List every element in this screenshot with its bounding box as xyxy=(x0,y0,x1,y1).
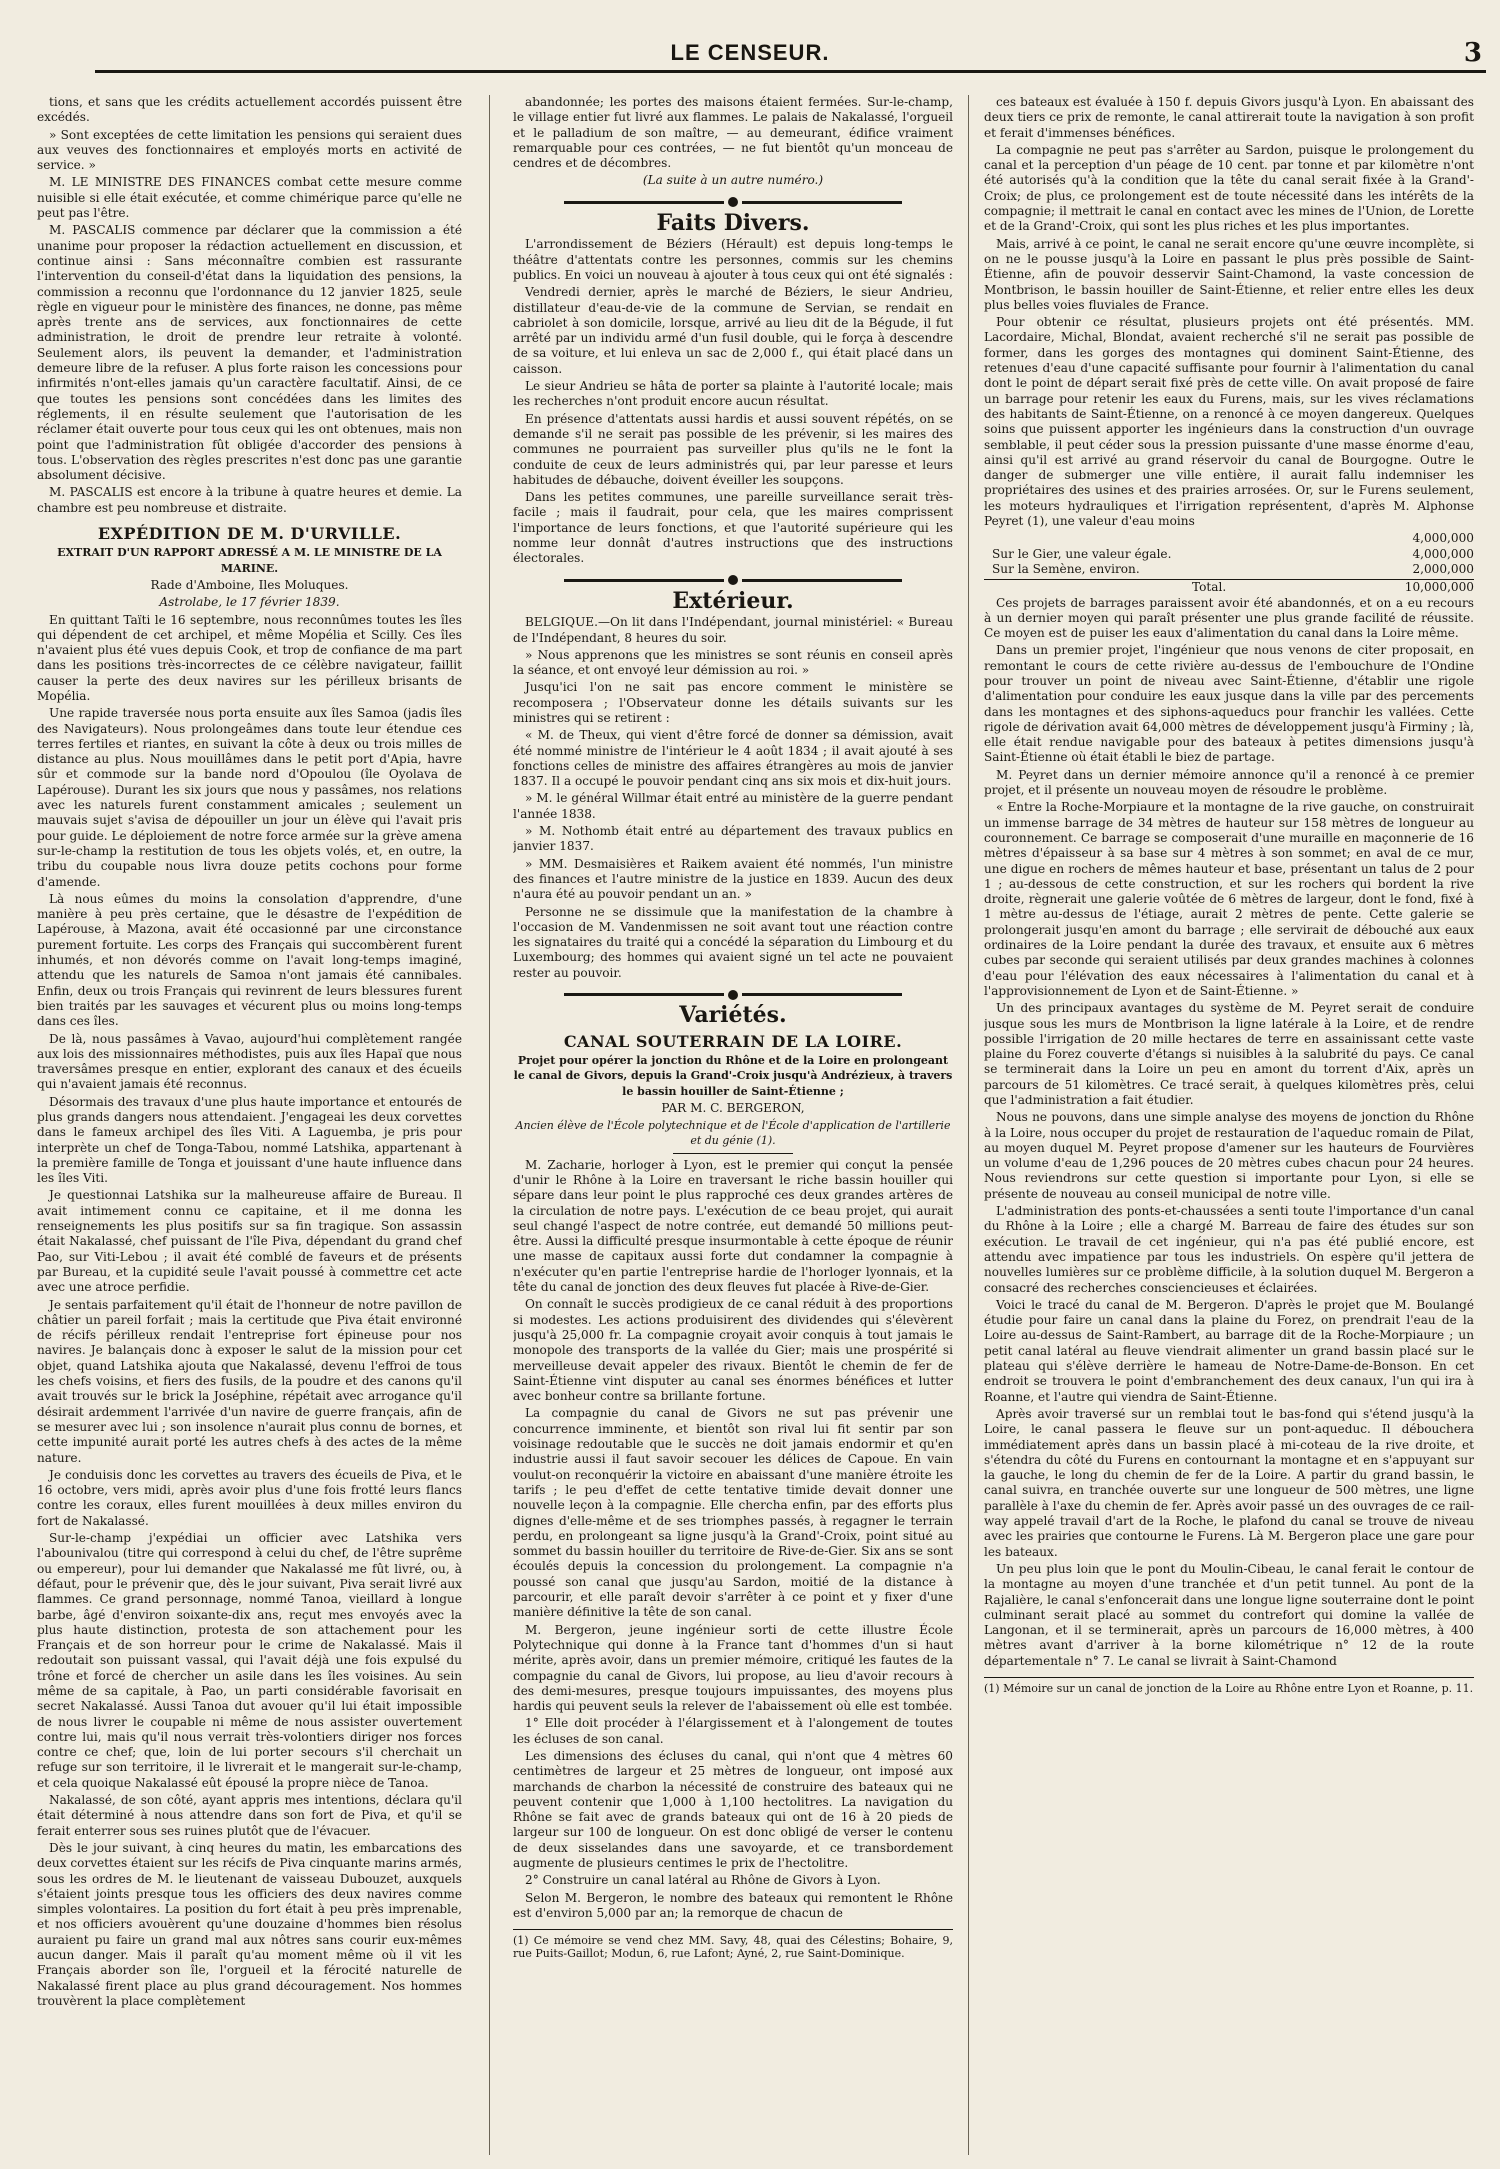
paragraph: M. PASCALIS commence par déclarer que la commission a été unanime pour proposer la rédaction actuellement en discussion, et continue ainsi : Sans méconnaître combien est rassurante l'intervention du conseil-d'état dans la liquidation des pensions, la commission a reconnu que l'ordonnance du 12 janvier 1825, seule règle en vigueur pour le ministère des finances, ne donne, pas même après trente ans de services, aux fonctionnaires de cette administration, le droit de prendre leur retraite à volonté. Seulement alors, ils peuvent la demander, et l'administration demeure libre de la refuser. A plus forte raison les concessions pour infirmités n'ont-elles jamais qu'un caractère facultatif. Ainsi, de ce que toutes les pensions sont concédées dans les limites des réglements, il en résulte seulement que l'autorisation de les réclamer était ouverte pour tous ceux qui les ont obtenues, mais non point que l'administration fût obligée d'accorder des pensions à tous. L'observation des règles prescrites n'est donc pas une garantie absolument décisive. xyxy=(37,223,462,483)
masthead xyxy=(0,0,1500,70)
rubric-exterieur: Extérieur. xyxy=(672,587,794,614)
paragraph: abandonnée; les portes des maisons étaient fermées. Sur-le-champ, le village entier fut livré aux flammes. Le palais de Nakalassé, l'orgueil et le palladium de son maître, — au demeurant, édifice vraiment remarquable pour ces contrées, — ne fut bientôt qu'un monceau de cendres et de décombres. xyxy=(513,95,953,171)
paragraph: « M. de Theux, qui vient d'être forcé de donner sa démission, avait été nommé ministre de l'intérieur le 4 août 1834 ; il avait ajouté à ses fonctions celles de ministre des affaires étrangères au mois de janvier 1837. Il a occupé le pouvoir pendant cinq ans six mois et dix-huit jours. xyxy=(513,728,953,789)
ornamental-rule xyxy=(513,573,953,588)
dateline-date: Astrolabe, le 17 février 1839. xyxy=(159,595,340,610)
canal-subtitle: Projet pour opérer la jonction du Rhône et de la Loire en prolongeant le canal de Givors, depuis la Grand'-Croix jusqu'à Andrézieux, à travers le bassin houiller de Saint-Étienne ; xyxy=(513,1053,953,1098)
canal-author-note: Ancien élève de l'École polytechnique et de l'École d'application de l'artillerie et du génie (1). xyxy=(515,1119,951,1148)
canal-article xyxy=(513,1158,953,1922)
paragraph: Mais, arrivé à ce point, le canal ne serait encore qu'une œuvre incomplète, si on ne le pousse jusqu'à la Loire en passant le plus près possible de Saint-Étienne, afin de pouvoir desservir Saint-Chamond, la vaste concession de Montbrison, le bassin houiller de Saint-Étienne, et relier entre elles les deux plus belles voies fluviales de France. xyxy=(984,236,1474,312)
paragraph: « Entre la Roche-Morpiaure et la montagne de la rive gauche, on construirait un immense barrage de 34 mètres de hauteur sur 158 mètres de longueur au couronnement. Ce barrage se composerait d'une muraille en maçonnerie de 16 mètres d'épaisseur à sa base sur 4 mètres à son sommet; en aval de ce mur, une digue en rochers de mêmes hauteur et base, présentant un talus de 2 pour 1 ; au-dessous de cette construction, et sur les rochers qui bordent la rive droite, règnerait une galerie voûtée de 6 mètres de largeur, dont le fond, fixé à 1 mètre au-dessus de l'étiage, aurait 2 mètres de pente. Cette galerie se prolongerait jusqu'en amont du barrage ; elle servirait de débouché aux eaux ordinaires de la Loire pendant la durée des travaux, et ensuite aux 6 mètres cubes par seconde qui seraient utilisés par deux grandes machines à colonnes d'eau pour l'élévation des eaux nécessaires à l'alimentation du canal et à l'approvisionnement de Lyon et de Saint-Étienne. » xyxy=(984,800,1474,998)
paragraph: Je questionnai Latshika sur la malheureuse affaire de Bureau. Il avait intimement connu ce capitaine, et il me donna les renseignements les plus positifs sur sa fin tragique. Son assassin était Nakalassé, chef puissant de l'île Piva, dépendant du grand chef Pao, sur Viti-Lebou ; il avait été comblé de faveurs et de présents par Bureau, et la cupidité seule l'avait poussé à commettre cet acte avec une atroce perfidie. xyxy=(37,1188,462,1295)
divider xyxy=(673,1153,793,1154)
paragraph: M. Peyret dans un dernier mémoire annonce qu'il a renoncé à ce premier projet, et il présente un nouveau moyen de résoudre le problème. xyxy=(984,767,1474,798)
paragraph: Selon M. Bergeron, le nombre des bateaux qui remontent le Rhône est d'environ 5,000 par an; la remorque de chacun de xyxy=(513,1890,953,1920)
masthead-rule xyxy=(95,70,1486,73)
column-1 xyxy=(37,95,462,2155)
values-amount: 4,000,000 xyxy=(1412,531,1474,546)
values-label: Sur le Gier, une valeur égale. xyxy=(992,546,1172,561)
values-row xyxy=(984,562,1474,577)
column-2 xyxy=(513,95,953,2155)
paragraph: » Sont exceptées de cette limitation les pensions qui seraient dues aux veuves des fonctionnaires et employés morts en activité de service. » xyxy=(37,127,462,173)
paragraph: Là nous eûmes du moins la consolation d'apprendre, d'une manière à peu près certaine, que le désastre de l'expédition de Lapérouse, à Mazona, avait été occasionné par une circonstance purement fortuite. Les corps des Français qui succombèrent furent inhumés, et non dévorés comme on l'avait long-temps imaginé, attendu que les naturels de Samoa n'ont jamais été cannibales. Enfin, deux ou trois Français qui revinrent de leurs blessures furent bien traités par les sauvages et vécurent plus ou moins long-temps dans ces îles. xyxy=(37,891,462,1029)
paragraph: L'administration des ponts-et-chaussées a senti toute l'importance d'un canal du Rhône à la Loire ; elle a chargé M. Barreau de faire des études sur son exécution. Le travail de cet ingénieur, qui n'a pas été publié encore, est attendu avec impatience par tous les industriels. On espère qu'il jettera de nouvelles lumières sur ce problème difficile, à la solution duquel M. Bergeron a consacré des recherches consciencieuses et éclairées. xyxy=(984,1204,1474,1295)
exterieur-article xyxy=(513,615,953,981)
urville-continuation xyxy=(513,95,953,171)
rubric-faits-divers: Faits Divers. xyxy=(656,210,810,237)
paragraph: Je sentais parfaitement qu'il était de l'honneur de notre pavillon de châtier un pareil forfait ; mais la certitude que Piva était environné de récifs périlleux rendait l'entreprise fort épineuse pour nos navires. Je balançais donc à exposer le salut de la mission pour cet objet, quand Latshika ajouta que Nakalassé, devenu l'effroi de tous les chefs voisins, et fiers des fusils, de la poudre et des canons qu'il avait trouvés sur le brick la Joséphine, répétait avec arrogance qu'il désirait ardemment l'arrivée d'un navire de guerre français, afin de se mesurer avec lui ; son insolence n'aurait plus connu de bornes, et cette impunité aurait porté les autres chefs à des actes de la même nature. xyxy=(37,1297,462,1465)
column-separator xyxy=(489,95,490,2155)
values-row xyxy=(984,531,1474,546)
suite-note: (La suite à un autre numéro.) xyxy=(642,173,824,188)
paragraph: Dès le jour suivant, à cinq heures du matin, les embarcations des deux corvettes étaient sur les récifs de Piva cinquante marins armés, sous les ordres de M. le lieutenant de vaisseau Dubouzet, auxquels s'étaient joints presque tous les officiers des deux navires comme simples volontaires. La position du fort était à peu près imprenable, et nos officiers avouèrent qu'une douzaine d'hommes bien résolus auraient pu faire un grand mal aux nôtres sans courir eux-mêmes aucun danger. Mais il paraît qu'au moment même où il vit les Français aborder son île, l'orgueil et la férocité naturelle de Nakalassé firent place au plus grand découragement. Nos hommes trouvèrent la place complètement xyxy=(37,1840,462,2008)
canal-title: CANAL SOUTERRAIN DE LA LOIRE. xyxy=(563,1031,903,1051)
values-amount: 2,000,000 xyxy=(1412,561,1474,576)
paragraph: On connaît le succès prodigieux de ce canal réduit à des proportions si modestes. Les actions produisirent des dividendes qui s'élevèrent jusqu'à 25,000 fr. La compagnie croyait avoir conquis à tout jamais le monopole des transports de la vallée du Gier; mais une prospérité si merveilleuse devait appeler des rivaux. Bientôt le chemin de fer de Saint-Étienne vint disputer au canal ses énormes bénéfices et lutter avec bonheur contre sa brillante fortune. xyxy=(513,1297,953,1404)
footnote: (1) Ce mémoire se vend chez MM. Savy, 48, quai des Célestins; Bohaire, 9, rue Puits-Gaillot; Modun, 6, rue Lafont; Ayné, 2, rue Saint-Dominique. xyxy=(513,1929,953,1960)
urville-article xyxy=(37,613,462,2010)
ornamental-rule xyxy=(513,987,953,1002)
paragraph: Je conduisis donc les corvettes au travers des écueils de Piva, et le 16 octobre, vers midi, après avoir plus d'une fois frotté leurs flancs contre les coraux, elles furent mouillées à deux milles environ du fort de Nakalassé. xyxy=(37,1467,462,1528)
paragraph: Après avoir traversé sur un remblai tout le bas-fond qui s'étend jusqu'à la Loire, le canal passera le fleuve sur un pont-aqueduc. Il débouchera immédiatement après dans un bassin placé à mi-coteau de la rive droite, et s'étendra du côté du Furens en contournant la montagne et en s'appuyant sur la gauche, le long du chemin de fer de la Loire. A partir du grand bassin, le canal suivra, en tranchée ouverte sur une longueur de 500 mètres, une ligne parallèle à l'axe du chemin de fer. Après avoir passé un des ouvrages de ce rail-way appelé travail d'art de la Roche, le plafond du canal se trouve de niveau avec les prairies que contourne le Furens. Là M. Bergeron place une gare pour les bateaux. xyxy=(984,1406,1474,1559)
paragraph: Une rapide traversée nous porta ensuite aux îles Samoa (jadis îles des Navigateurs). Nous prolongeâmes dans toute leur étendue ces terres fertiles et riantes, en suivant la côte à deux ou trois milles de distance au plus. Nous mouillâmes dans le petit port d'Apia, havre sûr et commode sur la bande nord d'Opoulou (île Oyolava de Lapérouse). Durant les six jours que nous y passâmes, nos relations avec les naturels furent constamment amicales ; seulement un mauvais sujet s'avisa de dépouiller un jour un élève qui l'avait pris pour guide. Le déploiement de notre force armée sur la grève amena sur-le-champ la restitution de tous les objets volés, et, en outre, la tribu du coupable nous livra douze petits cochons pour forme d'amende. xyxy=(37,706,462,889)
canal-continuation xyxy=(984,95,1474,529)
paragraph: Voici le tracé du canal de M. Bergeron. D'après le projet que M. Boulangé étudie pour faire un canal dans la plaine du Forez, on prendrait l'eau de la Loire au-dessus de Saint-Rambert, au barrage dit de la Roche-Morpiaure ; un petit canal latéral au fleuve viendrait alimenter un grand bassin placé sur le plateau qui s'élève derrière le hameau de Notre-Dame-de-Bonson. En cet endroit se trouvera le point d'embranchement des deux canaux, l'un qui ira à Roanne, et l'autre qui viendra de Saint-Étienne. xyxy=(984,1297,1474,1404)
faits-divers-article xyxy=(513,237,953,566)
paragraph: De là, nous passâmes à Vavao, aujourd'hui complètement rangée aux lois des missionnaires méthodistes, puis aux îles Hapaï que nous traversâmes presque en entier, explorant des canaux et des écueils qui n'avaient jamais été reconnus. xyxy=(37,1031,462,1092)
paragraph: Personne ne se dissimule que la manifestation de la chambre à l'occasion de M. Vandenmissen ne soit avant tout une réaction contre les signataires du traité qui a concédé la séparation du Limbourg et du Luxembourg; des hommes qui avaient signé un tel acte ne pouvaient rester au pouvoir. xyxy=(513,904,953,980)
paragraph: » MM. Desmaisières et Raikem avaient été nommés, l'un ministre des finances et l'autre ministre de la justice en 1839. Aucun des deux n'aura été au pouvoir pendant un an. » xyxy=(513,856,953,902)
paragraph: Désormais des travaux d'une plus haute importance et entourés de plus grands dangers nous attendaient. J'engageai les deux corvettes dans le fameux archipel des îles Viti. A Laguemba, je pris pour interprète un chef de Tonga-Tabou, nommé Latshika, appartenant à la première famille de Tonga et jouissant d'une haute influence dans les îles Viti. xyxy=(37,1094,462,1186)
column-3 xyxy=(984,95,1474,2155)
paragraph: La compagnie ne peut pas s'arrêter au Sardon, puisque le prolongement du canal et la perception d'un péage de 10 cent. par tonne et par kilomètre n'ont été autorisés qu'à la condition que la tête du canal serait fixée à la Grand'-Croix; de plus, ce prolongement est de toute nécessité dans les intérêts de la compagnie; il mettrait le canal en contact avec les mines de l'Union, de Lorette et de la Grand'-Croix, qui sont les plus riches et les plus importantes. xyxy=(984,142,1474,234)
paragraph: Dans un premier projet, l'ingénieur que nous venons de citer proposait, en remontant le cours de cette rivière au-dessus de l'embouchure de l'Ondine pour trouver un point de niveau avec Saint-Étienne, d'établir une rigole d'alimentation pour conduire les eaux jusque dans la ville par des percements dans les montagnes et des siphons-aqueducs pour franchir les vallées. Cette rigole de dérivation avait 64,000 mètres de développement jusqu'à Firminy ; là, elle était rendue navigable pour des bateaux à petites dimensions jusqu'à Saint-Étienne où était établi le biez de partage. xyxy=(984,643,1474,765)
paragraph: Sur-le-champ j'expédiai un officier avec Latshika vers l'abounivalou (titre qui correspond à celui du chef, de l'être suprême ou empereur), pour lui demander que Nakalassé me fût livré, ou, à défaut, pour le prévenir que, dès le jour suivant, Piva serait livré aux flammes. Ce grand personnage, nommé Tanoa, vieillard à longue barbe, âgé d'environ soixante-dix ans, reçut mes envoyés avec la plus haute distinction, protesta de son attachement pour les Français et de son horreur pour le crime de Nakalassé. Mais il redoutait son puissant vassal, qui l'avait déjà une fois expulsé du trône et forcé de chercher un asile dans les îles voisines. Au sein même de sa capitale, à Pao, un parti considérable favorisait en secret Nakalassé. Aussi Tanoa dut avouer qu'il lui était impossible de nous livrer le coupable ni même de nous assister ouvertement contre lui, mais qu'il nous verrait très-volontiers diriger nos forces contre ce chef; que, loin de lui porter secours s'il cherchait un refuge sur son territoire, il le livrerait et le mangerait sur-le-champ, et cela quoique Nakalassé eût épousé la propre nièce de Tanoa. xyxy=(37,1531,462,1790)
newspaper-title: LE CENSEUR. xyxy=(670,40,830,65)
paragraph: Jusqu'ici l'on ne sait pas encore comment le ministère se recomposera ; l'Observateur donne les détails suivants sur les ministres qui se retirent : xyxy=(513,680,953,725)
paragraph: Un peu plus loin que le pont du Moulin-Cibeau, le canal ferait le contour de la montagne au moyen d'une tranchée et d'un petit tunnel. Au pont de la Rajalière, le canal s'enfoncerait dans une longue ligne souterraine dont le point culminant serait placé au sommet du contrefort qui domine la vallée de Langonan, et il se terminerait, après un parcours de 16,000 mètres, à 400 mètres avant d'arriver à la borne kilométrique n° 12 de la route départementale n° 7. Le canal se livrait à Saint-Chamond xyxy=(984,1561,1474,1668)
paragraph: » M. le général Willmar était entré au ministère de la guerre pendant l'année 1838. xyxy=(513,791,953,821)
paragraph: Nous ne pouvons, dans une simple analyse des moyens de jonction du Rhône à la Loire, nous occuper du projet de restauration de l'aqueduc romain de Pilat, au moyen duquel M. Peyret propose d'amener sur les hauteurs de Fourvières un volume d'eau de 1,296 pouces de 20 mètres cubes chacun pour 24 heures. Nous reviendrons sur cette question si importante pour Lyon, si elle se présente de nouveau au conseil municipal de notre ville. xyxy=(984,1110,1474,1201)
section-title-urville: EXPÉDITION DE M. D'URVILLE. xyxy=(97,524,402,544)
paragraph: Pour obtenir ce résultat, plusieurs projets ont été présentés. MM. Lacordaire, Michal, Blondat, avaient recherché s'il ne serait pas possible de former, dans les gorges des montagnes qui dominent Saint-Étienne, des retenues d'eau d'une capacité suffisante pour fournir à l'alimentation du canal dont le point de départ serait fixé près de cette ville. On avait proposé de faire un barrage pour retenir les eaux du Furens, mais, sur les vives réclamations des habitants de Saint-Étienne, on a renoncé à ce moyen dangereux. Quelques soins que puissent apporter les ingénieurs dans la construction d'un ouvrage semblable, il peut céder sous la pression puissante d'une masse énorme d'eau, ainsi qu'il est arrivé au grand réservoir du canal de Bourgogne. Outre le danger de submerger une ville entière, il aurait fallu indemniser les propriétaires des usines et des prairies arrosées. Or, sur le Furens seulement, les moteurs hydrauliques et l'irrigation représentent, d'après M. Alphonse Peyret (1), une valeur d'eau moins xyxy=(984,315,1474,529)
paragraph: ces bateaux est évaluée à 150 f. depuis Givors jusqu'à Lyon. En abaissant des deux tiers ce prix de remonte, le canal attirerait toute la navigation à son profit et ferait d'immenses bénéfices. xyxy=(984,95,1474,140)
page-number: 3 xyxy=(1463,38,1482,68)
paragraph: En quittant Taïti le 16 septembre, nous reconnûmes toutes les îles qui dépendent de cet archipel, et même Mopélia et Scilly. Ces îles n'avaient plus été vues depuis Cook, et trop de confiance de ma part dans les positions très-incorrectes de ce célèbre navigateur, faillit causer la perte des deux navires sur les périlleux brisants de Mopélia. xyxy=(37,612,462,703)
paragraph: M. Zacharie, horloger à Lyon, est le premier qui conçut la pensée d'unir le Rhône à la Loire en traversant le riche bassin houiller qui sépare dans leur point le plus rapproché ces deux grandes artères de la circulation de notre pays. L'exécution de ce beau projet, qui aurait seul changé l'aspect de notre contrée, eut demandé 50 millions peut-être. Aussi la difficulté presque insurmontable à cette époque de réunir une masse de capitaux aussi forte dut condamner la compagnie à n'exécuter qu'en partie l'entreprise hardie de l'horloger lyonnais, et la tête du canal de jonction des deux fleuves fut placée à Rive-de-Gier. xyxy=(513,1157,953,1295)
paragraph: » M. Nothomb était entré au département des travaux publics en janvier 1837. xyxy=(513,824,953,854)
chambre-report xyxy=(37,95,462,516)
rubric-varietes: Variétés. xyxy=(679,1002,787,1029)
values-row xyxy=(984,547,1474,562)
section-subtitle-urville: EXTRAIT D'UN RAPPORT ADRESSÉ A M. LE MINISTRE DE LA MARINE. xyxy=(57,546,442,575)
dateline-place: Rade d'Amboine, Iles Moluques. xyxy=(150,577,349,592)
paragraph: En présence d'attentats aussi hardis et aussi souvent répétés, on se demande s'il ne serait pas possible de les prévenir, si les maires des communes ne pourraient pas surveiller plus qu'ils ne le font la conduite de ceux de leurs administrés qui, par leur paresse et leurs habitudes de débauche, doivent éveiller les soupçons. xyxy=(513,411,953,487)
values-table xyxy=(984,531,1474,577)
paragraph: Les dimensions des écluses du canal, qui n'ont que 4 mètres 60 centimètres de largeur et 25 mètres de longueur, ont imposé aux marchands de charbon la nécessité de construire des bateaux qui ne peuvent contenir que 1,000 à 1,100 hectolitres. La navigation du Rhône se fait avec de grands bateaux qui ont de 16 à 20 pieds de largeur sur 100 de longueur. On est donc obligé de verser le contenu de deux sisselandes dans une savoyarde, et ce transbordement augmente de plusieurs centimes le prix de l'hectolitre. xyxy=(513,1748,953,1871)
footnote: (1) Mémoire sur un canal de jonction de la Loire au Rhône entre Lyon et Roanne, p. 11. xyxy=(984,1677,1474,1695)
values-amount: 4,000,000 xyxy=(1412,546,1474,561)
values-total-row xyxy=(984,579,1474,595)
paragraph: » Nous apprenons que les ministres se sont réunis en conseil après la séance, et ont envoyé leur démission au roi. » xyxy=(513,647,953,678)
ornamental-rule xyxy=(513,195,953,210)
paragraph: Le sieur Andrieu se hâta de porter sa plainte à l'autorité locale; mais les recherches n'ont produit encore aucun résultat. xyxy=(513,379,953,409)
canal-author: PAR M. C. BERGERON, xyxy=(661,1100,805,1115)
paragraph: L'arrondissement de Béziers (Hérault) est depuis long-temps le théâtre d'attentats contre les personnes, commis sur les chemins publics. En voici un nouveau à ajouter à tous ceux qui ont été signalés : xyxy=(513,237,953,282)
values-label: Sur la Semène, environ. xyxy=(992,561,1140,576)
paragraph: La compagnie du canal de Givors ne sut pas prévenir une concurrence imminente, et bientôt son rival lui fit sentir par son voisinage redoutable que le succès ne doit jamais endormir et qu'en industrie aussi il faut savoir secouer les délices de Capoue. En vain voulut-on reconquérir la victoire en abaissant d'une manière étroite les tarifs ; le peu d'effet de cette tentative timide devait donner une nouvelle leçon à la compagnie. Elle chercha enfin, par des efforts plus dignes d'elle-même et de ses triomphes passés, à regagner le terrain perdu, en prolongeant sa ligne jusqu'à la Grand'-Croix, point situé au sommet du bassin houiller du territoire de Rive-de-Gier. Six ans se sont écoulés depuis la concession du prolongement. La compagnie n'a poussé son canal que jusqu'au Sardon, moitié de la distance à parcourir, et elle paraît devoir s'arrêter à ce point et y fixer d'une manière définitive la tête de son canal. xyxy=(513,1406,953,1620)
paragraph: Un des principaux avantages du système de M. Peyret serait de conduire jusque sous les murs de Montbrison la ligne latérale à la Loire, et de rendre possible l'irrigation de 20 mille hectares de terre en assainissant cette vaste plaine du Forez couverte d'étangs si nuisibles à la salubrité du pays. Ce canal se terminerait dans la Loire un peu en amont du torrent d'Aix, après un parcours de 51 kilomètres. Ce tracé serait, à quelques kilomètres près, celui que l'administration a fait étudier. xyxy=(984,1001,1474,1107)
paragraph: Dans les petites communes, une pareille surveillance serait très-facile ; mais il faudrait, pour cela, que les maires comprissent l'importance de leurs fonctions, et que l'autorité supérieure qui les nomme leur donnât d'autres instructions que des instructions électorales. xyxy=(513,490,953,566)
paragraph: M. Bergeron, jeune ingénieur sorti de cette illustre École Polytechnique qui donne à la France tant d'hommes d'un si haut mérite, après avoir, dans un premier mémoire, critiqué les fautes de la compagnie du canal de Givors, lui propose, au lieu d'avoir recours à des demi-mesures, presque toujours impuissantes, des moyens plus hardis qui peuvent seuls la relever de l'abaissement où elle est tombée. xyxy=(513,1622,953,1714)
canal-article-body xyxy=(984,596,1474,1669)
paragraph: M. PASCALIS est encore à la tribune à quatre heures et demie. La chambre est peu nombreuse et distraite. xyxy=(37,485,462,515)
paragraph: 2° Construire un canal latéral au Rhône de Givors à Lyon. xyxy=(525,1873,881,1888)
total-value: 10,000,000 xyxy=(1404,580,1474,595)
paragraph: Vendredi dernier, après le marché de Béziers, le sieur Andrieu, distillateur d'eau-de-vie de la commune de Servian, se rendait en cabriolet à son domicile, lorsque, arrivé au lieu dit de la Bégude, il fut arrêté par un individu armé d'un fusil double, qui le força à descendre de sa voiture, et lui enleva un sac de 2,000 f., qui était placé dans un caisson. xyxy=(513,285,953,376)
paragraph: tions, et sans que les crédits actuellement accordés puissent être excédés. xyxy=(37,95,462,125)
paragraph: BELGIQUE.—On lit dans l'Indépendant, journal ministériel: « Bureau de l'Indépendant, 8 heures du soir. xyxy=(513,615,953,645)
total-label: Total. xyxy=(1192,580,1227,595)
paragraph: M. LE MINISTRE DES FINANCES combat cette mesure comme nuisible si elle était exécutée, et comme chimérique parce qu'elle ne peut pas l'être. xyxy=(37,175,462,221)
paragraph: Ces projets de barrages paraissent avoir été abandonnés, et on a eu recours à un dernier moyen qui paraît présenter une plus grande facilité de réussite. Ce moyen est de puiser les eaux d'alimentation du canal dans la Loire même. xyxy=(984,595,1474,641)
paragraph: 1° Elle doit procéder à l'élargissement et à l'alongement de toutes les écluses de son canal. xyxy=(513,1716,953,1746)
column-separator xyxy=(968,95,969,2155)
paragraph: Nakalassé, de son côté, ayant appris mes intentions, déclara qu'il était déterminé à nous attendre dans son fort de Piva, et qu'il se ferait enterrer sous ses ruines plutôt que de l'évacuer. xyxy=(37,1793,462,1838)
